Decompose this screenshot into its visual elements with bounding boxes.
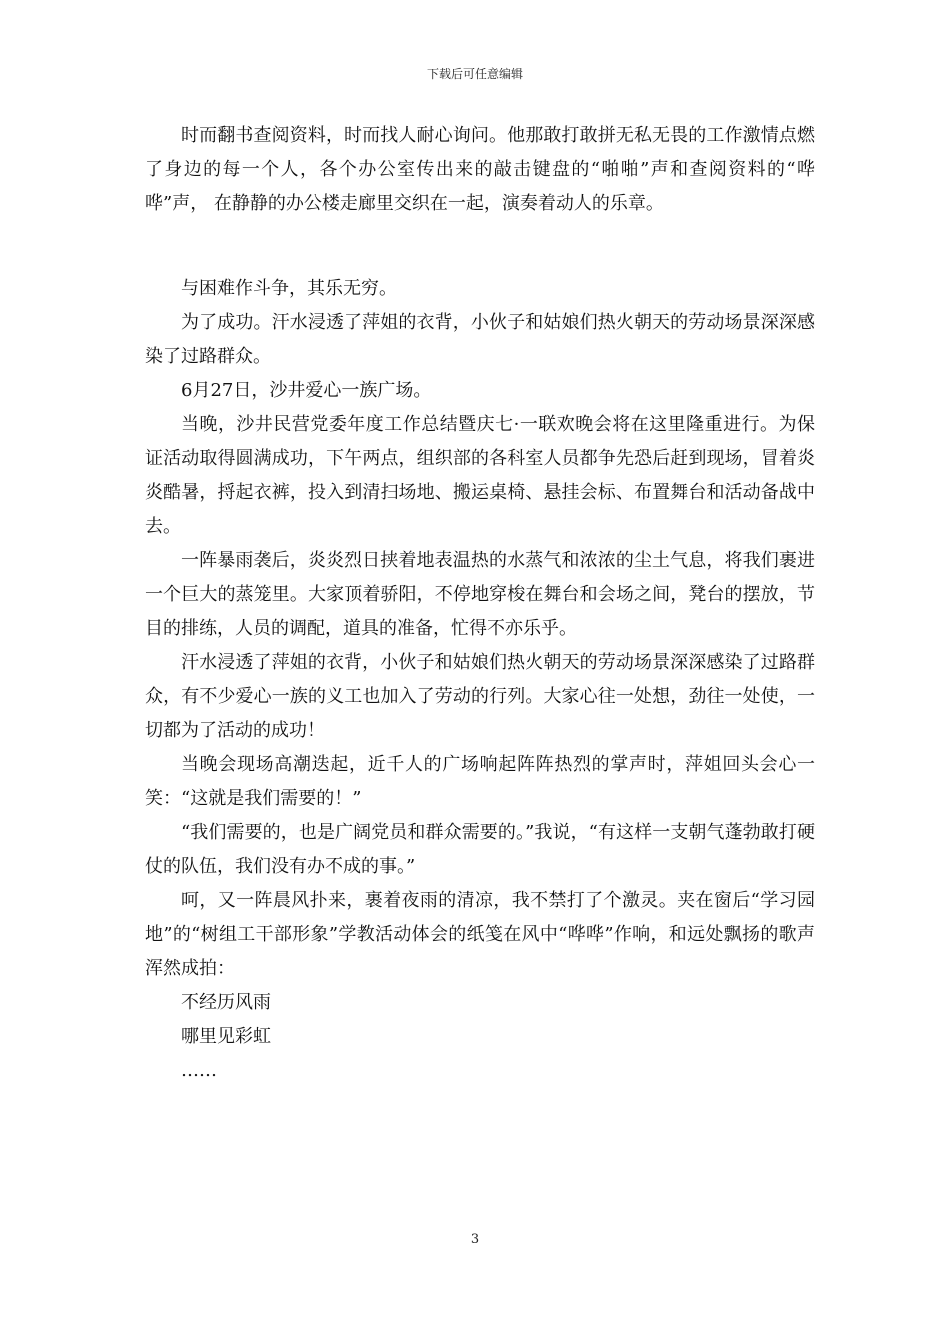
paragraph: 当晚，沙井民营党委年度工作总结暨庆七·一联欢晚会将在这里隆重进行。为保证活动取得圆满成功，下午两点，组织部的各科室人员都争先恐后赶到现场，冒着炎炎酷暑，捋起衣裤，投入到清扫场地、搬运桌椅、悬挂会标、布置舞台和活动备战中去。 [145,414,815,537]
paragraph: 时而翻书查阅资料，时而找人耐心询问。他那敢打敢拼无私无畏的工作激情点燃了身边的每一个人，各个办公室传出来的敲击键盘的“啪啪”声和查阅资料的“哗哗”声， 在静静的办公楼走廊里交织在一起，演奏着动人的乐章。 [145,125,815,214]
paragraph: 呵，又一阵晨风扑来，裹着夜雨的清凉，我不禁打了个激灵。夹在窗后“学习园地”的“树组工干部形象”学教活动体会的纸笺在风中“哗哗”作响，和远处飘扬的歌声浑然成拍： [145,890,815,979]
paragraph: “我们需要的，也是广阔党员和群众需要的。”我说，“有这样一支朝气蓬勃敢打硬仗的队伍，我们没有办不成的事。” [145,822,815,877]
page-header: 下载后可任意编辑 [426,67,523,81]
page-number: 3 [470,1232,480,1247]
lyric-line: 不经历风雨 [181,992,271,1013]
document-body-top [145,119,815,221]
ellipsis-line: …… [181,1060,217,1081]
paragraph: 一阵暴雨袭后，炎炎烈日挟着地表温热的水蒸气和浓浓的尘土气息，将我们裹进一个巨大的蒸笼里。大家顶着骄阳，不停地穿梭在舞台和会场之间，凳台的摆放，节目的排练，人员的调配，道具的准备，忙得不亦乐乎。 [145,550,815,639]
document-body-main [145,272,815,1088]
lyric-line: 哪里见彩虹 [181,1026,271,1047]
paragraph: 为了成功。汗水浸透了萍姐的衣背，小伙子和姑娘们热火朝天的劳动场景深深感染了过路群众。 [145,312,815,367]
paragraph: 6月27日，沙井爱心一族广场。 [181,380,432,401]
paragraph: 汗水浸透了萍姐的衣背，小伙子和姑娘们热火朝天的劳动场景深深感染了过路群众，有不少爱心一族的义工也加入了劳动的行列。大家心往一处想，劲往一处使，一切都为了活动的成功！ [145,652,815,741]
paragraph: 与困难作斗争，其乐无穷。 [181,278,397,299]
paragraph: 当晚会现场高潮迭起，近千人的广场响起阵阵热烈的掌声时，萍姐回头会心一笑：“这就是我们需要的！” [145,754,815,809]
